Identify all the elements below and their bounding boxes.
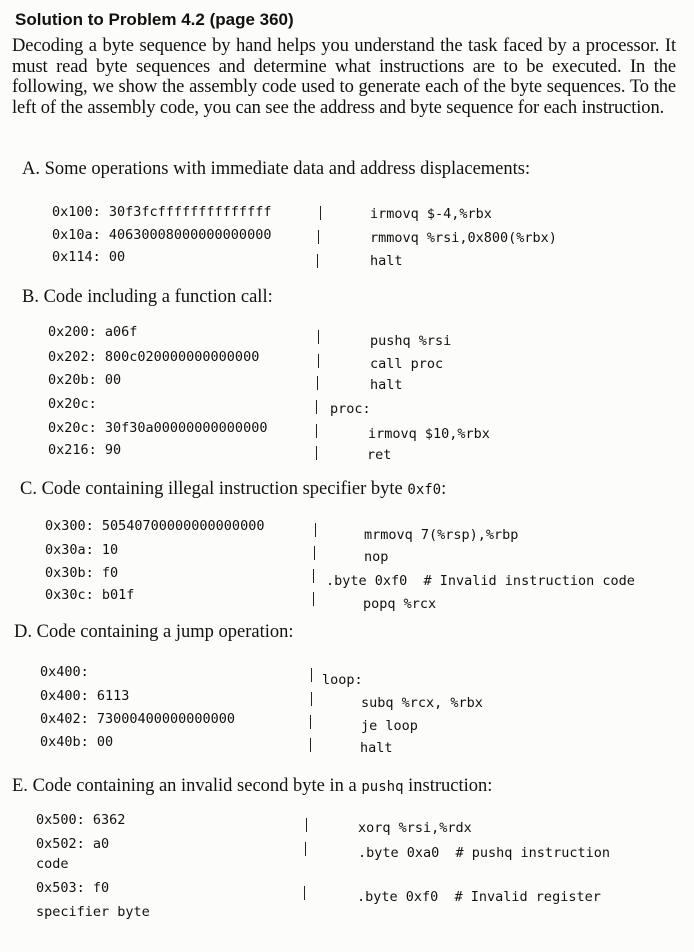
part-b-letter: B. xyxy=(22,287,39,307)
part-a-title xyxy=(22,159,530,180)
part-a-letter: A. xyxy=(22,159,40,179)
part-c-asm-2: nop xyxy=(364,549,389,565)
part-e-addr-5: specifier byte xyxy=(36,904,150,920)
separator-bar xyxy=(318,230,319,244)
separator-bar xyxy=(317,254,318,268)
separator-bar xyxy=(310,738,311,752)
separator-bar xyxy=(311,692,312,706)
separator-bar xyxy=(310,715,311,729)
part-e-addr-3: code xyxy=(36,856,69,872)
separator-bar xyxy=(306,818,307,832)
part-d-addr-2: 0x400: 6113 xyxy=(40,688,130,704)
separator-bar xyxy=(320,206,321,220)
part-a-text: Some operations with immediate data and address displacements: xyxy=(44,159,531,179)
separator-bar xyxy=(313,592,314,606)
part-c-asm-3: .byte 0xf0 # Invalid instruction code xyxy=(326,573,635,589)
part-a-addr-2: 0x10a: 40630008000000000000 xyxy=(52,227,272,243)
part-c-text: Code containing illegal instruction specifier byte 0xf0: xyxy=(41,479,447,499)
part-d-text: Code containing a jump operation: xyxy=(36,622,294,642)
part-e-letter: E. xyxy=(12,776,28,796)
part-c-addr-1: 0x300: 50540700000000000000 xyxy=(45,518,265,534)
part-b-asm-2: call proc xyxy=(370,356,444,372)
part-b-addr-1: 0x200: a06f xyxy=(48,324,138,340)
part-e-addr-4: 0x503: f0 xyxy=(36,880,110,896)
part-b-addr-3: 0x20b: 00 xyxy=(48,372,122,388)
part-e-text: Code containing an invalid second byte in a pushq instruction: xyxy=(32,776,493,796)
solution-heading: Solution to Problem 4.2 (page 360) xyxy=(15,10,294,29)
intro-paragraph: Decoding a byte sequence by hand helps you understand the task faced by a processor. It must read byte sequences and determine what instructions are to be executed. In the following, we show the assembly code used to generate each of the byte sequences. To the left of the assembly code, you can see the address and byte sequence for each instruction. xyxy=(12,36,676,118)
part-b-text: Code including a function call: xyxy=(43,287,273,307)
separator-bar xyxy=(317,376,318,390)
separator-bar xyxy=(305,842,306,856)
separator-bar xyxy=(315,523,316,537)
part-d-asm-3: je loop xyxy=(361,718,418,734)
part-c-addr-3: 0x30b: f0 xyxy=(45,565,119,581)
part-c-title-code: 0xf0 xyxy=(407,482,442,498)
part-b-asm-6: ret xyxy=(367,447,392,463)
part-b-asm-3: halt xyxy=(370,377,403,393)
part-e-title xyxy=(12,776,492,797)
separator-bar xyxy=(318,354,319,368)
part-c-asm-1: mrmovq 7(%rsp),%rbp xyxy=(364,527,519,543)
part-e-asm-4: .byte 0xf0 # Invalid register xyxy=(357,889,601,905)
part-c-asm-4: popq %rcx xyxy=(363,596,437,612)
part-d-addr-4: 0x40b: 00 xyxy=(40,734,114,750)
part-a-addr-3: 0x114: 00 xyxy=(52,249,126,265)
part-b-addr-4: 0x20c: xyxy=(48,396,97,412)
separator-bar xyxy=(316,446,317,460)
part-d-addr-1: 0x400: xyxy=(40,664,89,680)
part-d-asm-1: loop: xyxy=(322,672,363,688)
part-b-addr-6: 0x216: 90 xyxy=(48,442,122,458)
separator-bar xyxy=(318,330,319,344)
part-c-addr-2: 0x30a: 10 xyxy=(45,542,119,558)
part-a-asm-1: irmovq $-4,%rbx xyxy=(370,206,492,222)
part-a-asm-2: rmmovq %rsi,0x800(%rbx) xyxy=(370,230,557,246)
part-b-addr-5: 0x20c: 30f30a00000000000000 xyxy=(48,420,268,436)
part-e-title-code: pushq xyxy=(361,779,404,795)
part-d-title xyxy=(14,622,294,643)
part-e-addr-1: 0x500: 6362 xyxy=(36,812,126,828)
part-b-addr-2: 0x202: 800c020000000000000 xyxy=(48,349,260,365)
separator-bar xyxy=(316,400,317,414)
part-a-addr-1: 0x100: 30f3fcffffffffffffff xyxy=(52,204,272,220)
part-d-asm-4: halt xyxy=(360,740,393,756)
part-d-letter: D. xyxy=(14,622,32,642)
part-d-addr-3: 0x402: 73000400000000000 xyxy=(40,711,236,727)
part-c-title xyxy=(20,479,446,500)
part-b-asm-5: irmovq $10,%rbx xyxy=(368,426,490,442)
part-e-asm-1: xorq %rsi,%rdx xyxy=(358,820,472,836)
separator-bar xyxy=(304,886,305,900)
part-b-asm-1: pushq %rsi xyxy=(370,333,452,349)
part-e-addr-2: 0x502: a0 xyxy=(36,836,110,852)
part-b-asm-4: proc: xyxy=(330,401,371,417)
part-e-asm-2: .byte 0xa0 # pushq instruction xyxy=(358,845,610,861)
part-a-asm-3: halt xyxy=(370,253,403,269)
separator-bar xyxy=(316,424,317,438)
part-b-title xyxy=(22,287,273,308)
separator-bar xyxy=(311,668,312,682)
separator-bar xyxy=(314,546,315,560)
separator-bar xyxy=(313,569,314,583)
part-c-letter: C. xyxy=(20,479,37,499)
part-c-addr-4: 0x30c: b01f xyxy=(45,587,135,603)
part-d-asm-2: subq %rcx, %rbx xyxy=(361,695,483,711)
